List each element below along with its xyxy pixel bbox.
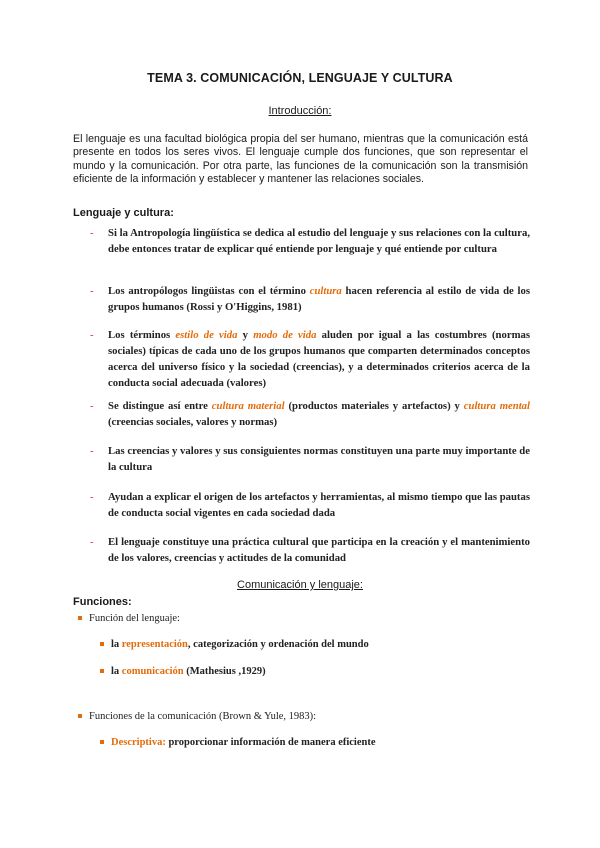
bullet-item-3 <box>90 327 530 391</box>
bullet-item-1 <box>90 225 530 257</box>
section-lenguaje-cultura-heading: Lenguaje y cultura: <box>73 207 174 219</box>
highlight-term: cultura material <box>211 400 285 412</box>
bullet-text: El lenguaje constituye una práctica cultural que participa en la creación y el mantenimiento de los valores, creencias y actitudes de la comunidad <box>108 536 530 564</box>
bullet-text: Las creencias y valores y sus consiguientes normas constituyen una parte muy importante de la cultura <box>108 445 530 473</box>
section-comunicacion-lenguaje-heading: Comunicación y lenguaje: <box>237 579 363 591</box>
funciones-heading: Funciones: <box>73 596 132 608</box>
square-bullet-icon <box>78 616 82 620</box>
dash-marker: - <box>90 400 94 412</box>
bullet-item-4 <box>90 398 530 430</box>
highlight-term: modo de vida <box>253 329 317 341</box>
bullet-text: Los antropólogos lingüistas con el término cultura hacen referencia al estilo de vida de los grupos humanos (Rossi y O'Higgins, 1981) <box>108 285 530 313</box>
bullet-item-7 <box>90 534 530 566</box>
highlight-term: cultura <box>309 285 342 297</box>
bullet-text: Si la Antropología lingüística se dedica al estudio del lenguaje y sus relaciones con la cultura, debe entonces tratar de explicar qué entiende por lenguaje y qué entiende por cultura <box>108 227 530 255</box>
bullet-item-6 <box>90 489 530 521</box>
highlight-term: representación <box>121 639 188 650</box>
dash-marker: - <box>90 536 94 548</box>
representacion-item: la representación, categorización y ordenación del mundo <box>100 639 369 650</box>
comunicacion-item: la comunicación (Mathesius ,1929) <box>100 666 266 677</box>
highlight-term: estilo de vida <box>175 329 238 341</box>
descriptiva-item: Descriptiva: proporcionar información de manera eficiente <box>100 737 376 748</box>
dash-marker: - <box>90 445 94 457</box>
square-bullet-icon <box>100 740 104 744</box>
dash-marker: - <box>90 491 94 503</box>
funciones-comunicacion-item: Funciones de la comunicación (Brown & Yule, 1983): <box>78 711 316 722</box>
document-title: TEMA 3. COMUNICACIÓN, LENGUAJE Y CULTURA <box>147 71 453 85</box>
square-bullet-icon <box>100 669 104 673</box>
dash-marker: - <box>90 227 94 239</box>
bullet-text: Ayudan a explicar el origen de los artefactos y herramientas, al mismo tiempo que las pautas de conducta social vigentes en cada sociedad dada <box>108 491 530 519</box>
intro-paragraph: El lenguaje es una facultad biológica propia del ser humano, mientras que la comunicación está presente en todos los seres vivos. El lenguaje cumple dos funciones, que son representar el mundo y la comunicación. Por otra parte, las funciones de la comunicación son la transmisión eficiente de la información y establecer y mantener las relaciones sociales. <box>73 133 528 186</box>
highlight-term: Descriptiva: <box>111 737 166 748</box>
square-bullet-icon <box>100 642 104 646</box>
bullet-item-2 <box>90 283 530 315</box>
intro-heading: Introducción: <box>268 105 332 117</box>
bullet-item-5 <box>90 443 530 475</box>
highlight-term: comunicación <box>121 666 184 677</box>
highlight-term: cultura mental <box>463 400 530 412</box>
bullet-text: Se distingue así entre cultura material (productos materiales y artefactos) y cultura mental (creencias sociales, valores y normas) <box>108 400 530 428</box>
dash-marker: - <box>90 285 94 297</box>
funcion-lenguaje-item: Función del lenguaje: <box>78 613 180 624</box>
dash-marker: - <box>90 329 94 341</box>
square-bullet-icon <box>78 714 82 718</box>
bullet-text: Los términos estilo de vida y modo de vida aluden por igual a las costumbres (normas sociales) típicas de cada uno de los grupos humanos que comparten determinados conceptos acerca del universo físico y la sociedad (creencias), y a determinados criterios acerca de la conducta social adecuada (valores) <box>108 329 530 389</box>
